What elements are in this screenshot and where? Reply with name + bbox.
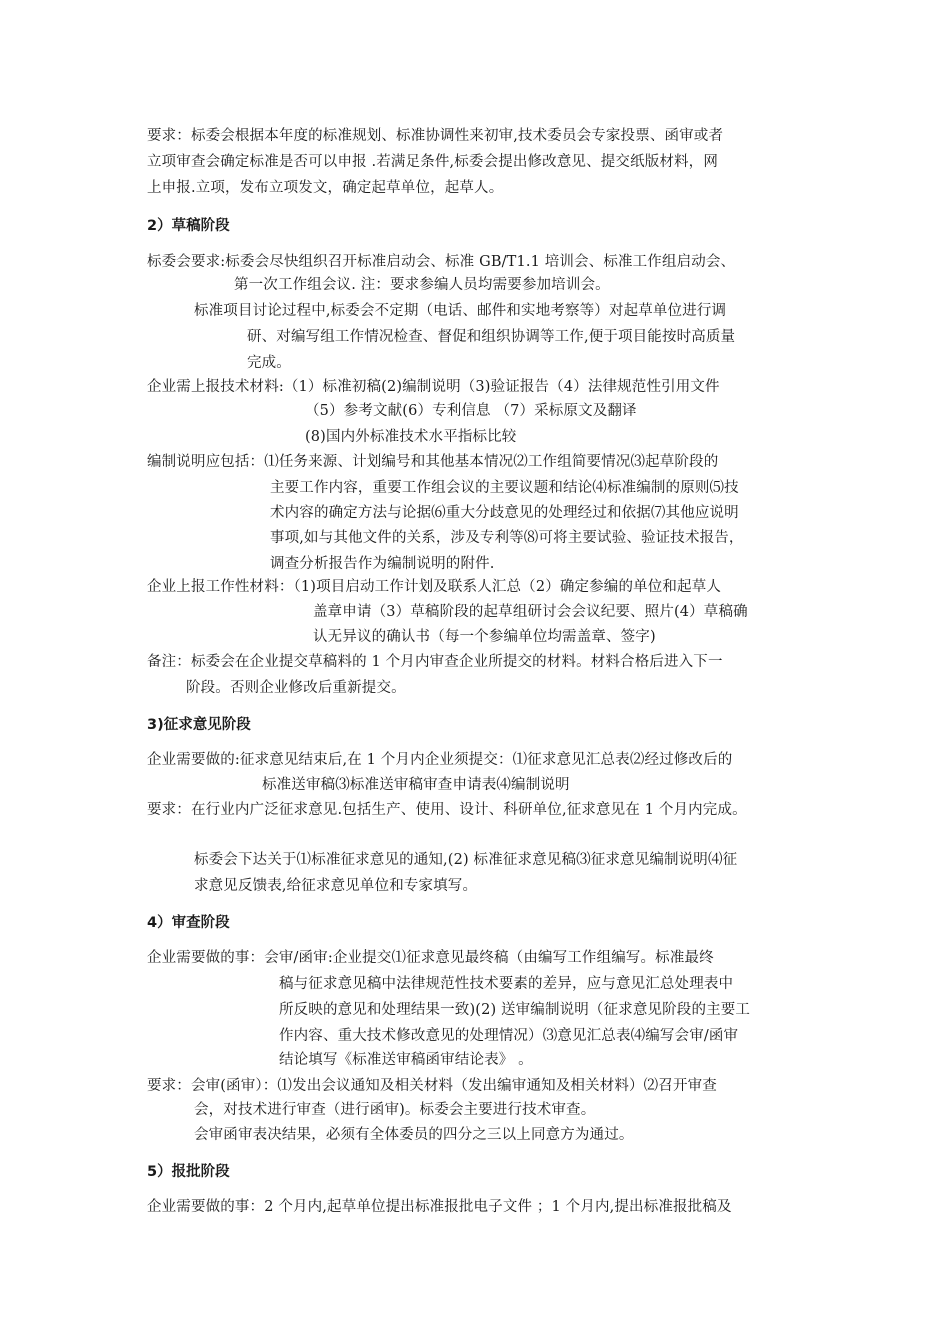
draft-line-17: 备注：标委会在企业提交草稿料的 1 个月内审查企业所提交的材料。材料合格后进入下一: [147, 654, 723, 670]
draft-line-1: 标委会要求:标委会尽快组织召开标准启动会、标准 GB/T1.1 培训会、标准工作组启动会、: [147, 254, 736, 270]
section-heading-review: 4）审查阶段: [147, 915, 230, 931]
section-heading-comments: 3)征求意见阶段: [147, 717, 251, 733]
intro-line-3: 上申报.立项，发布立项发文，确定起草单位，起草人。: [147, 180, 504, 196]
review-line-5: 结论填写《标准送审稿函审结论表》 。: [279, 1052, 533, 1068]
comments-line-4: 标委会下达关于⑴标准征求意见的通知,(2) 标准征求意见稿⑶征求意见编制说明⑷征: [194, 852, 738, 868]
draft-line-7: （5）参考文献(6）专利信息 （7）采标原文及翻译: [305, 403, 637, 419]
review-line-8: 会审函审表决结果，必须有全体委员的四分之三以上同意方为通过。: [194, 1127, 634, 1143]
intro-line-2: 立项审查会确定标准是否可以申报 .若满足条件,标委会提出修改意见、提交纸版材料，网: [147, 154, 718, 170]
draft-line-10: 主要工作内容，重要工作组会议的主要议题和结论⑷标准编制的原则⑸技: [270, 480, 739, 496]
comments-line-3: 要求：在行业内广泛征求意见.包括生产、使用、设计、科研单位,征求意见在 1 个月内完成。: [147, 802, 747, 818]
draft-line-11: 术内容的确定方法与论据⑹重大分歧意见的处理经过和依据⑺其他应说明: [270, 505, 739, 521]
draft-line-16: 认无异议的确认书（每一个参编单位均需盖章、签字): [313, 629, 656, 645]
comments-line-2: 标准送审稿⑶标准送审稿审查申请表⑷编制说明: [262, 777, 570, 793]
draft-line-18: 阶段。否则企业修改后重新提交。: [186, 680, 406, 696]
comments-line-1: 企业需要做的:征求意见结束后,在 1 个月内企业须提交：⑴征求意见汇总表⑵经过修改后的: [147, 752, 733, 768]
draft-line-14: 企业上报工作性材料：（1)项目启动工作计划及联系人汇总（2）确定参编的单位和起草人: [147, 579, 722, 595]
review-line-3: 所反映的意见和处理结果一致)(2) 送审编制说明（征求意见阶段的主要工: [279, 1002, 751, 1018]
draft-line-8: (8)国内外标准技术水平指标比较: [305, 429, 517, 445]
draft-line-2: 第一次工作组会议. 注：要求参编人员均需要参加培训会。: [234, 277, 610, 293]
section-heading-approval: 5）报批阶段: [147, 1164, 230, 1180]
review-line-6: 要求：会审(函审）：⑴发出会议通知及相关材料（发出编审通知及相关材料）⑵召开审查: [147, 1078, 717, 1094]
approval-line-1: 企业需要做的事：2 个月内,起草单位提出标准报批电子文件 ；1 个月内,提出标准报批稿及: [147, 1199, 732, 1215]
review-line-1: 企业需要做的事：会审/函审:企业提交⑴征求意见最终稿（由编写工作组编写。标准最终: [147, 950, 714, 966]
review-line-2: 稿与征求意见稿中法律规范性技术要素的差异，应与意见汇总处理表中: [279, 976, 734, 992]
draft-line-3: 标准项目讨论过程中,标委会不定期（电话、邮件和实地考察等）对起草单位进行调: [194, 303, 727, 319]
draft-line-13: 调查分析报告作为编制说明的附件.: [270, 556, 495, 572]
draft-line-6: 企业需上报技术材料:（1）标准初稿(2)编制说明（3)验证报告（4）法律规范性引用文件: [147, 379, 720, 395]
comments-line-5: 求意见反馈表,给征求意见单位和专家填写。: [194, 878, 478, 894]
draft-line-15: 盖章申请（3）草稿阶段的起草组研讨会会议纪要、照片(4）草稿确: [313, 604, 748, 620]
review-line-7: 会，对技术进行审查（进行函审)。标委会主要进行技术审查。: [194, 1102, 596, 1118]
section-heading-draft: 2）草稿阶段: [147, 218, 230, 234]
draft-line-9: 编制说明应包括：⑴任务来源、计划编号和其他基本情况⑵工作组简要情况⑶起草阶段的: [147, 454, 719, 470]
draft-line-12: 事项,如与其他文件的关系，涉及专利等⑻可将主要试验、验证技术报告，: [270, 530, 744, 546]
draft-line-5: 完成。: [247, 355, 291, 371]
draft-line-4: 研、对编写组工作情况检查、督促和组织协调等工作,便于项目能按时高质量: [247, 329, 736, 345]
intro-line-1: 要求：标委会根据本年度的标准规划、标准协调性来初审,技术委员会专家投票、函审或者: [147, 128, 724, 144]
review-line-4: 作内容、重大技术修改意见的处理情况）⑶意见汇总表⑷编写会审/函审: [279, 1028, 739, 1044]
